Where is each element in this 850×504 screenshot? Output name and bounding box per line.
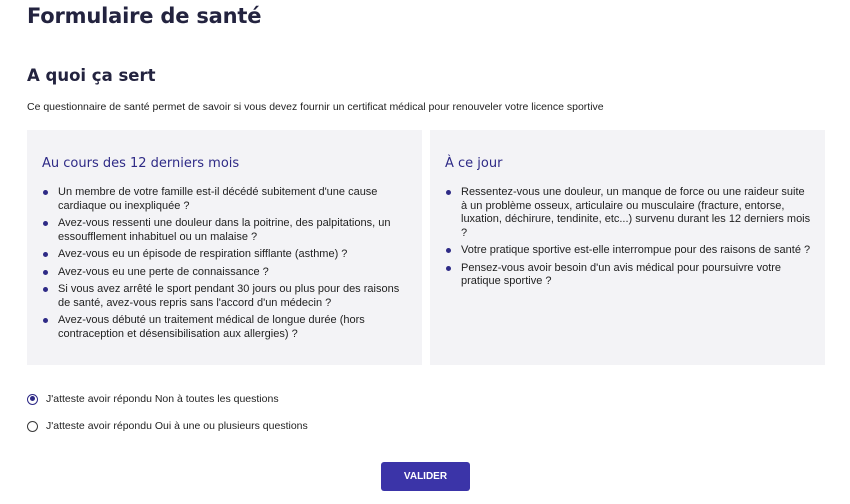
bullet-icon — [446, 266, 451, 271]
question-item — [42, 248, 408, 262]
attest-no-label: J'atteste avoir répondu Non à toutes les questions — [46, 393, 279, 405]
question-item — [42, 283, 408, 310]
question-item — [445, 244, 811, 258]
panel-title: Au cours des 12 derniers mois — [42, 156, 240, 171]
bullet-icon — [43, 287, 48, 292]
validate-button[interactable]: VALIDER — [381, 462, 470, 491]
question-item — [42, 266, 408, 280]
question-text: Un membre de votre famille est-il décédé subitement d'une cause cardiaque ou inexpliquée ? — [58, 186, 378, 212]
question-text: Avez-vous ressenti une douleur dans la poitrine, des palpitations, un essoufflement inhabituel ou un malaise ? — [58, 217, 391, 243]
bullet-icon — [446, 248, 451, 253]
page-title: Formulaire de santé — [27, 4, 262, 28]
bullet-icon — [446, 190, 451, 195]
question-item — [445, 186, 811, 240]
bullet-icon — [43, 318, 48, 323]
section-title: A quoi ça sert — [27, 66, 156, 85]
attest-yes-option[interactable] — [27, 420, 308, 432]
attest-no-option[interactable] — [27, 393, 279, 405]
question-list — [42, 186, 408, 341]
question-text: Votre pratique sportive est-elle interrompue pour des raisons de santé ? — [461, 244, 811, 256]
bullet-icon — [43, 221, 48, 226]
question-text: Avez-vous eu un épisode de respiration sifflante (asthme) ? — [58, 248, 348, 260]
panel-last-12-months — [27, 130, 422, 365]
question-text: Avez-vous eu une perte de connaissance ? — [58, 265, 269, 278]
radio-button[interactable] — [27, 421, 38, 432]
attest-yes-label: J'atteste avoir répondu Oui à une ou plusieurs questions — [46, 420, 308, 432]
question-list — [445, 186, 811, 289]
question-text: Avez-vous débuté un traitement médical de longue durée (hors contraception et désensibilisation aux allergies) ? — [58, 314, 365, 340]
question-item — [445, 262, 811, 289]
bullet-icon — [43, 252, 48, 257]
question-text: Ressentez-vous une douleur, un manque de force ou une raideur suite à un problème osseux, articulaire ou musculaire (fracture, entorse, luxation, déchirure, tendinite, etc...) survenu durant les 12 derniers mois ? — [461, 186, 811, 239]
panel-title: À ce jour — [445, 156, 503, 171]
question-item — [42, 186, 408, 213]
bullet-icon — [43, 270, 48, 275]
question-text: Si vous avez arrêté le sport pendant 30 jours ou plus pour des raisons de santé, avez-vous repris sans l'accord d'un médecin ? — [58, 283, 400, 309]
question-item — [42, 314, 408, 341]
intro-text: Ce questionnaire de santé permet de savoir si vous devez fournir un certificat médical pour renouveler votre licence sportive — [27, 101, 604, 113]
panel-to-date — [430, 130, 825, 365]
radio-button-checked[interactable] — [27, 394, 38, 405]
question-item — [42, 217, 408, 244]
bullet-icon — [43, 190, 48, 195]
question-text: Pensez-vous avoir besoin d'un avis médical pour poursuivre votre pratique sportive ? — [461, 261, 782, 287]
